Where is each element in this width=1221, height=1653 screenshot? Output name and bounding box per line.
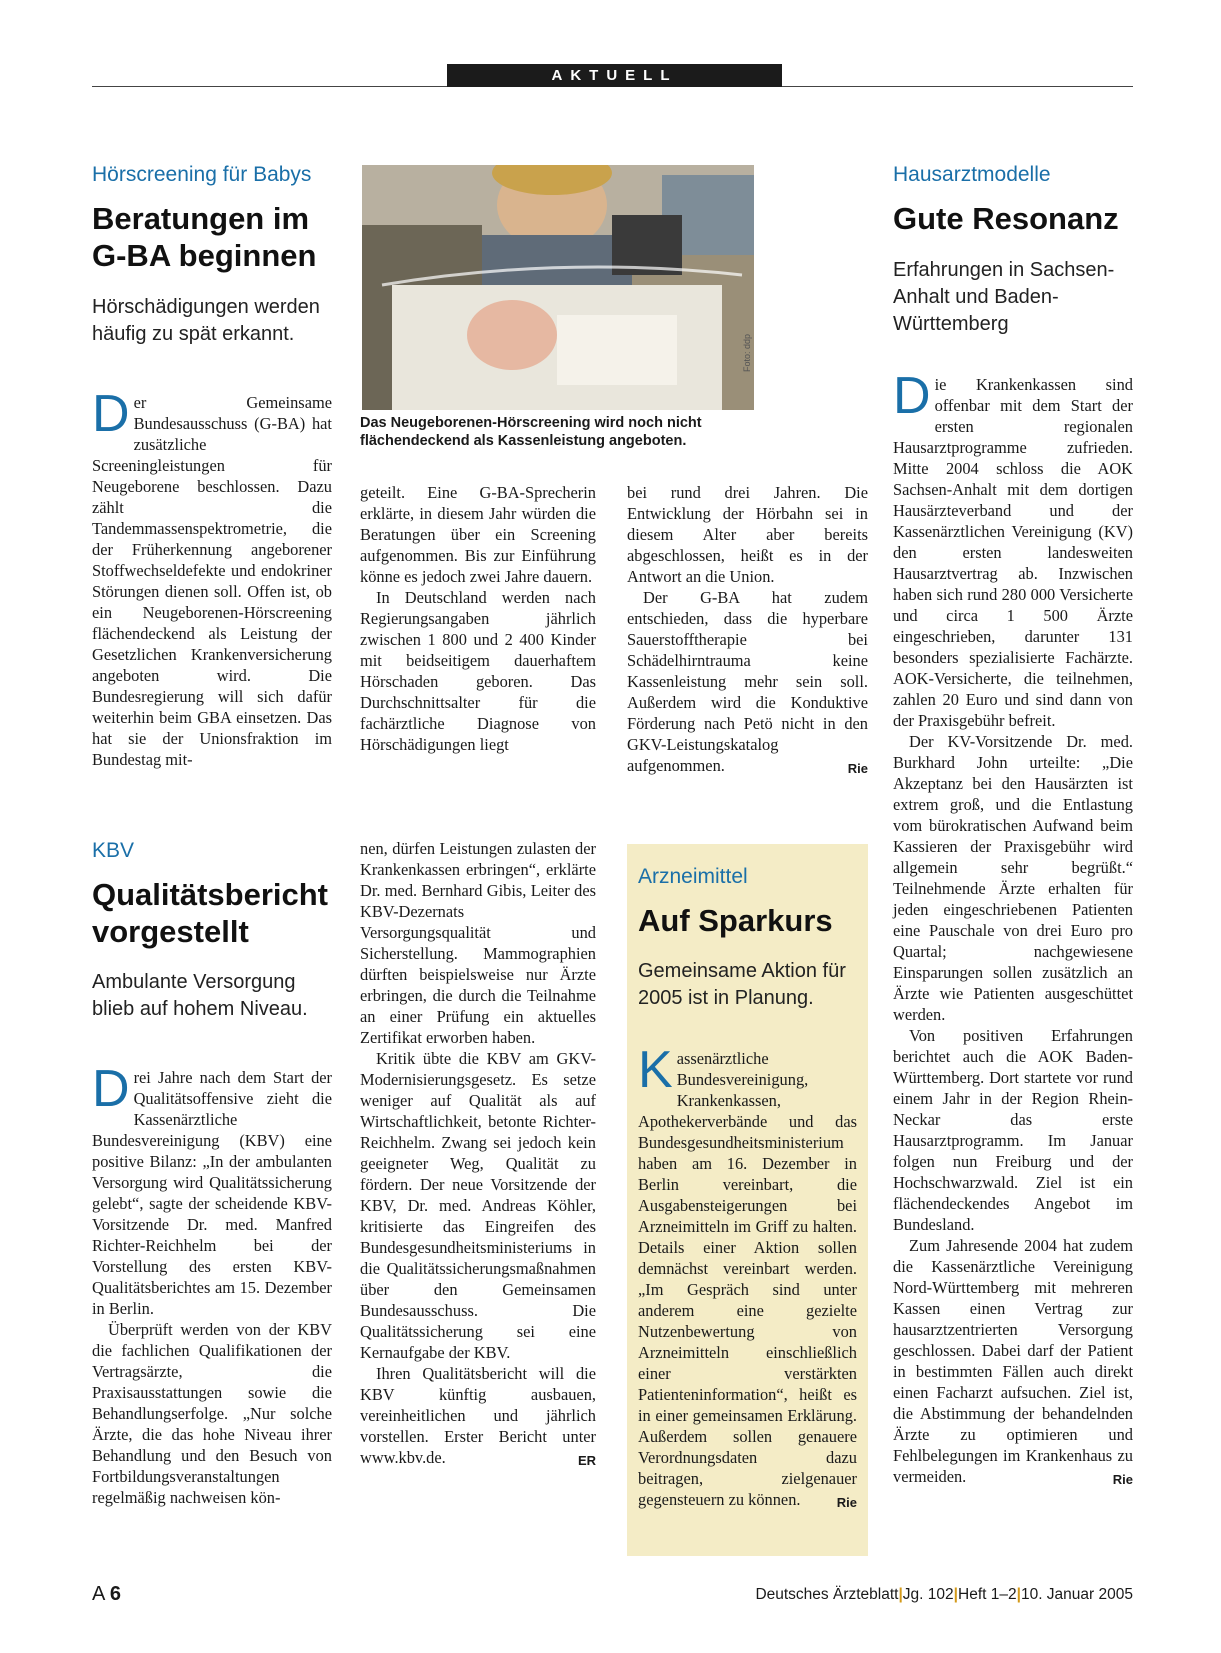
newborn-photo-illustration bbox=[362, 165, 754, 410]
article2-paragraph: Von positiven Erfahrungen berichtet auch die AOK Baden-Württemberg. Dort startete vor rund einem Jahr in der Region Rhein-Neckar das erste Hausarztprogramm. Im Januar folgen nun Freiburg und der Hochschwarzwald. Ziel ist ein flächendeckendes Angebot im Bundesland. bbox=[893, 1026, 1133, 1234]
journal-issue: Heft 1–2 bbox=[958, 1586, 1017, 1603]
article3-paragraph: Ihren Qualitätsbericht will die KBV künftig ausbauen, vereinheitlichen und jährlich vorstellen. Erster Bericht unter www.kbv.de. bbox=[360, 1364, 596, 1467]
article1-paragraph: Der G-BA hat zudem entschieden, dass die hyperbare Sauerstofftherapie bei Schädelhirntrauma keine Kassenleistung mehr sein soll. Außerdem wird die Konduktive Förderung nach Petö nicht in den GKV-Leistungskatalog aufgenommen. bbox=[627, 588, 868, 775]
section-label: AKTUELL bbox=[447, 64, 782, 87]
article1-paragraph: In Deutschland werden nach Regierungsangaben jährlich zwischen 1 800 und 2 400 Kinder mit beidseitigem dauerhaftem Hörschaden geboren. Das Durchschnittsalter für die fachärztliche Diagnose von Hörschädigungen liegt bbox=[360, 588, 596, 754]
article1-kicker: Hörscreening für Babys bbox=[92, 163, 312, 186]
newborn-photo bbox=[362, 165, 754, 410]
page-number bbox=[92, 1583, 121, 1606]
footer-citation: Deutsches Ärzteblatt|Jg. 102|Heft 1–2|10. Januar 2005 bbox=[755, 1586, 1133, 1603]
article4-signature: Rie bbox=[836, 1495, 857, 1510]
article3-signature: ER bbox=[577, 1453, 596, 1468]
article1-dropcap: D bbox=[92, 385, 130, 443]
article3-kicker: KBV bbox=[92, 839, 135, 862]
article1-paragraph: er Gemeinsame Bundesausschuss (G-BA) hat zusätzliche Screeningleistungen für Neugeborene beschlossen. Dazu zählt die Tandemmassenspektrometrie, die der Früherkennung angeborener Stoffwechseldefekte und endokriner Störungen dienen soll. Offen ist, ob ein Neugeborenen-Hörscreening flächendeckend als Leistung der Gesetzlichen Krankenversicherung angeboten wird. Die Bundesregierung will sich dafür weiterhin beim GBA einsetzen. Das hat sie der Unionsfraktion im Bundestag mit- bbox=[92, 393, 332, 769]
journal-date: 10. Januar 2005 bbox=[1020, 1586, 1133, 1603]
article2-kicker: Hausarztmodelle bbox=[893, 163, 1051, 186]
article3-column-2 bbox=[360, 838, 596, 1471]
article2-signature: Rie bbox=[1112, 1472, 1133, 1487]
article4-paragraph: assenärztliche Bundesvereinigung, Krankenkassen, Apothekerverbände und das Bundesgesundheitsministerium haben am 16. Dezember in Berlin vereinbart, die Ausgabensteigerungen bei Arzneimitteln im Griff zu halten. Details einer Aktion sollen demnächst vereinbart werden. „Im Gespräch sind unter anderem eine gezielte Nutzenbewertung von Arzneimitteln einschließlich einer verstärkten Patienteninformation“, heißt es in einer gemeinsamen Erklärung. Außerdem sollen genauere Verordnungsdaten dazu beitragen, zielgenauer gegensteuern zu können. bbox=[638, 1049, 857, 1509]
photo-credit: Foto: ddp bbox=[742, 333, 752, 372]
article1-column-1 bbox=[92, 385, 332, 770]
article1-deck: Hörschädigungen werden häufig zu spät erkannt. bbox=[92, 296, 320, 345]
article2-headline: Gute Resonanz bbox=[893, 201, 1119, 236]
article1-signature: Rie bbox=[847, 761, 868, 776]
article4-kicker: Arzneimittel bbox=[638, 865, 748, 888]
article3-headline: Qualitätsbericht vorgestellt bbox=[92, 877, 328, 949]
article2-deck: Erfahrungen in Sachsen-Anhalt und Baden-Württemberg bbox=[893, 259, 1115, 335]
article1-column-2 bbox=[360, 482, 596, 755]
article3-paragraph: rei Jahre nach dem Start der Qualitätsoffensive zieht die Kassenärztliche Bundesvereinigung (KBV) eine positive Bilanz: „In der ambulanten Versorgung wird Qualitätssicherung gelebt“, sagte der scheidende KBV-Vorsitzende Dr. med. Manfred Richter-Reichhelm bei der Vorstellung des ersten KBV-Qualitätsberichtes am 15. Dezember in Berlin. bbox=[92, 1068, 332, 1318]
article2-column bbox=[893, 367, 1133, 1490]
photo-caption: Das Neugeborenen-Hörscreening wird noch nicht flächendeckend als Kassenleistung angeboten. bbox=[360, 415, 702, 449]
article4-dropcap: K bbox=[638, 1041, 673, 1099]
page-number-value: 6 bbox=[109, 1583, 121, 1605]
article1-column-3 bbox=[627, 482, 868, 779]
article2-paragraph: Zum Jahresende 2004 hat zudem die Kassenärztliche Vereinigung Nord-Württemberg mit mehreren Kassen einen Vertrag zur hausarztzentrierten Versorgung geschlossen. Dabei darf der Patient in bestimmten Fällen auch direkt einen Facharzt aufsuchen. Ziel ist, die Abstimmung der behandelnden Ärzte zu optimieren und Fehlbelegungen im Krankenhaus zu vermeiden. bbox=[893, 1236, 1133, 1486]
article1-headline: Beratungen im G-BA beginnen bbox=[92, 201, 317, 273]
article3-dropcap: D bbox=[92, 1060, 130, 1118]
article3-column-1 bbox=[92, 1060, 332, 1508]
article4-column bbox=[638, 1041, 857, 1513]
article2-paragraph: ie Krankenkassen sind offenbar mit dem Start der ersten regionalen Hausarztprogramme zufrieden. Mitte 2004 schloss die AOK Sachsen-Anhalt mit dem dortigen Hausärzteverband und der Kassenärztlichen Vereinigung (KV) den ersten landesweiten Hausarztvertrag ab. Inzwischen haben sich rund 280 000 Versicherte und circa 1 500 Ärzte eingeschrieben, darunter 131 besonders spezialisierte Fachärzte. AOK-Versicherte, die teilnehmen, zahlen 20 Euro und sind dann von der Praxisgebühr befreit. bbox=[893, 375, 1133, 730]
page-prefix: A bbox=[92, 1583, 105, 1605]
journal-name: Deutsches Ärzteblatt bbox=[755, 1586, 899, 1603]
article3-paragraph: Kritik übte die KBV am GKV-Modernisierungsgesetz. Es setze weniger auf Qualität als auf Wirtschaftlichkeit, betonte Richter-Reichhelm. Zwang sei jedoch kein geeigneter Weg, Qualität zu fördern. Der neue Vorsitzende der KBV, Dr. med. Andreas Köhler, kritisierte das Eingreifen des Bundesgesundheitsministeriums in die Qualitätssicherungsmaßnahmen über den Gemeinsamen Bundesausschuss. Die Qualitätssicherung sei eine Kernaufgabe der KBV. bbox=[360, 1049, 596, 1362]
article4-headline: Auf Sparkurs bbox=[638, 903, 833, 938]
article3-deck: Ambulante Versorgung blieb auf hohem Niveau. bbox=[92, 971, 308, 1020]
journal-volume: Jg. 102 bbox=[902, 1586, 954, 1603]
article1-paragraph: geteilt. Eine G-BA-Sprecherin erklärte, in diesem Jahr würden die Beratungen über ein Screening aufgenommen. Bis zur Einführung könne es jedoch zwei Jahre dauern. bbox=[360, 483, 596, 586]
article2-dropcap: D bbox=[893, 367, 931, 425]
article4-deck: Gemeinsame Aktion für 2005 ist in Planung. bbox=[638, 960, 846, 1009]
article1-paragraph: bei rund drei Jahren. Die Entwicklung der Hörbahn sei in diesem Alter aber bereits abgeschlossen, heißt es in der Antwort an die Union. bbox=[627, 483, 868, 586]
article2-paragraph: Der KV-Vorsitzende Dr. med. Burkhard John urteilte: „Die Akzeptanz bei den Hausärzten ist extrem groß, und die Entlastung vom bürokratischen Aufwand beim Kassieren der Praxisgebühr wird allgemein sehr begrüßt.“ Teilnehmende Ärzte erhalten für jeden eingeschriebenen Patienten eine Pauschale von drei Euro pro Quartal; nachgewiesene Einsparungen sollen zusätzlich an Ärzte wie Patienten ausgeschüttet werden. bbox=[893, 732, 1133, 1024]
article3-paragraph: nen, dürfen Leistungen zulasten der Krankenkassen erbringen“, erklärte Dr. med. Bernhard Gibis, Leiter des KBV-Dezernats Versorgungsqualität und Sicherstellung. Mammographien dürften beispielsweise nur Ärzte erbringen, die durch die Teilnahme an einer Prüfung ein aktuelles Zertifikat erworben haben. bbox=[360, 839, 596, 1047]
article3-paragraph: Überprüft werden von der KBV die fachlichen Qualifikationen der Vertragsärzte, die Praxisausstattungen sowie die Behandlungserfolge. „Nur solche Ärzte, die das hohe Niveau ihrer Behandlung und den Besuch von Fortbildungsveranstaltungen regelmäßig nachweisen kön- bbox=[92, 1320, 332, 1507]
